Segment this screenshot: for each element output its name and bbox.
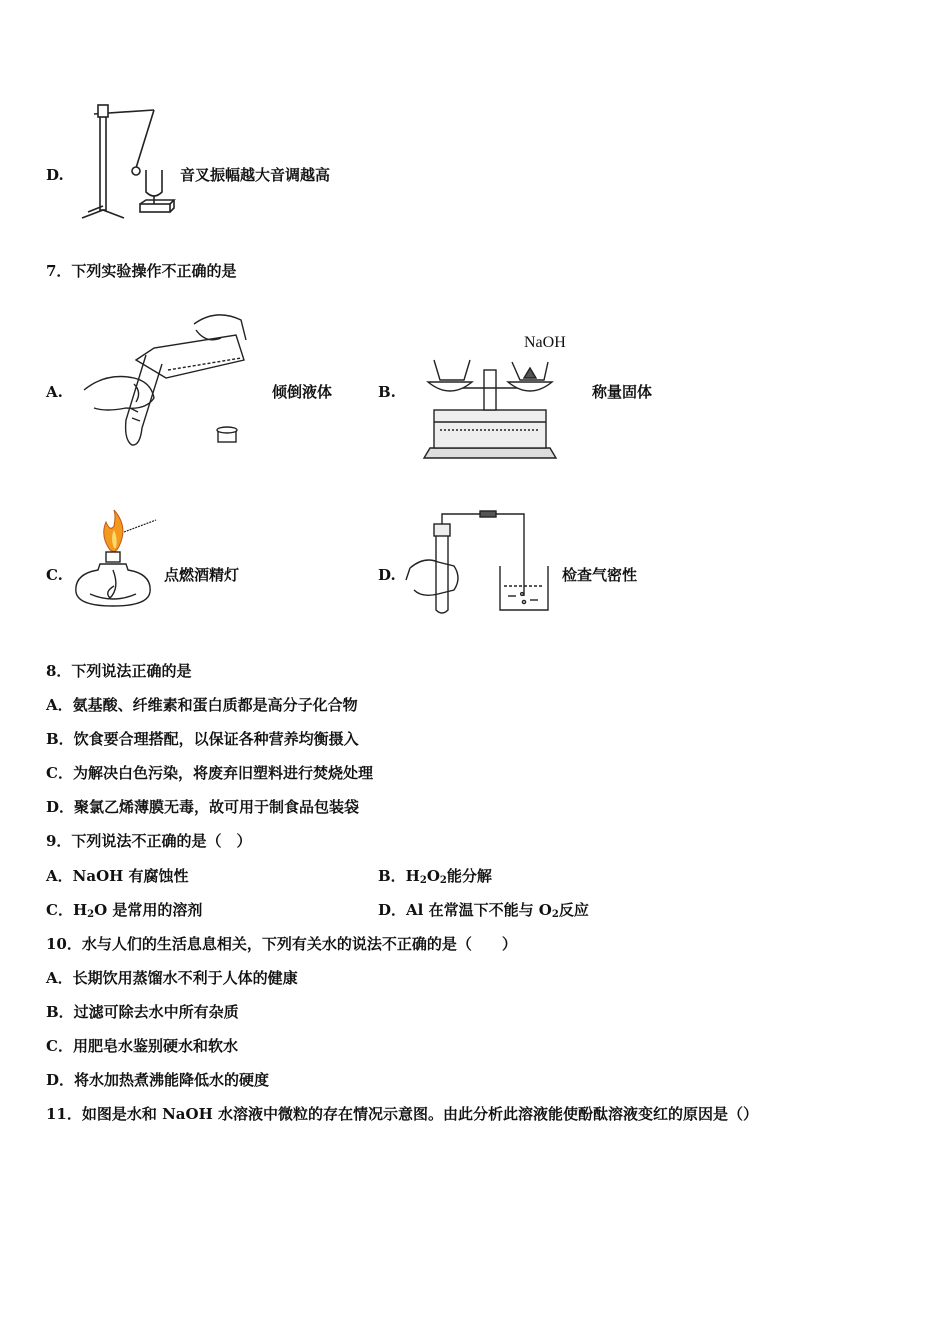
q7-option-b-text: 称量固体 <box>592 383 653 401</box>
q9-option-a: A．NaOH 有腐蚀性 <box>46 867 189 885</box>
q8-option-c: C．为解决白色污染，将废弃旧塑料进行焚烧处理 <box>46 764 373 782</box>
q9-stem: 9．下列说法不正确的是（ ） <box>46 832 252 850</box>
q7-option-d-letter: D. <box>378 566 396 584</box>
q7-option-c-letter: C. <box>46 566 63 584</box>
tuning-fork-figure <box>74 100 184 220</box>
q9-option-c: C．$H_2O$ 是常用的溶剂 <box>46 901 203 920</box>
q10-option-b: B．过滤可除去水中所有杂质 <box>46 1003 239 1021</box>
q8-option-d: D．聚氯乙烯薄膜无毒，故可用于制食品包装袋 <box>46 798 360 816</box>
q7-option-d-text: 检查气密性 <box>562 566 638 584</box>
q8-option-a: A．氨基酸、纤维素和蛋白质都是高分子化合物 <box>46 696 358 714</box>
q8-option-b: B．饮食要合理搭配，以保证各种营养均衡摄入 <box>46 730 359 748</box>
q9-option-d: D．Al 在常温下不能与 $O_2$反应 <box>378 901 589 920</box>
q6-option-d-letter: D. <box>46 166 64 184</box>
q10-option-d: D．将水加热煮沸能降低水的硬度 <box>46 1071 270 1089</box>
alcohol-lamp-figure <box>70 508 160 613</box>
q8-stem: 8．下列说法正确的是 <box>46 662 192 680</box>
q7-stem: 7．下列实验操作不正确的是 <box>46 262 237 280</box>
q9-option-b: B．$H_2O_2$能分解 <box>378 867 492 886</box>
pouring-liquid-figure <box>76 300 251 455</box>
q7-option-b-letter: B. <box>378 383 396 401</box>
q10-stem: 10．水与人们的生活息息相关，下列有关水的说法不正确的是（ ） <box>46 935 517 953</box>
q10-option-a: A．长期饮用蒸馏水不利于人体的健康 <box>46 969 298 987</box>
q7-option-a-letter: A. <box>46 383 63 401</box>
q6-option-d-text: 音叉振幅越大音调越高 <box>180 166 331 184</box>
q11-stem: 11．如图是水和 NaOH 水溶液中微粒的存在情况示意图。由此分析此溶液能使酚酞溶液变红的原因是（） <box>46 1105 758 1123</box>
airtightness-figure <box>404 506 554 618</box>
q7-option-c-text: 点燃酒精灯 <box>164 566 240 584</box>
q7-option-a-text: 倾倒液体 <box>272 383 333 401</box>
q7-option-b-fig-label: NaOH <box>524 334 566 351</box>
q10-option-c: C．用肥皂水鉴别硬水和软水 <box>46 1037 238 1055</box>
